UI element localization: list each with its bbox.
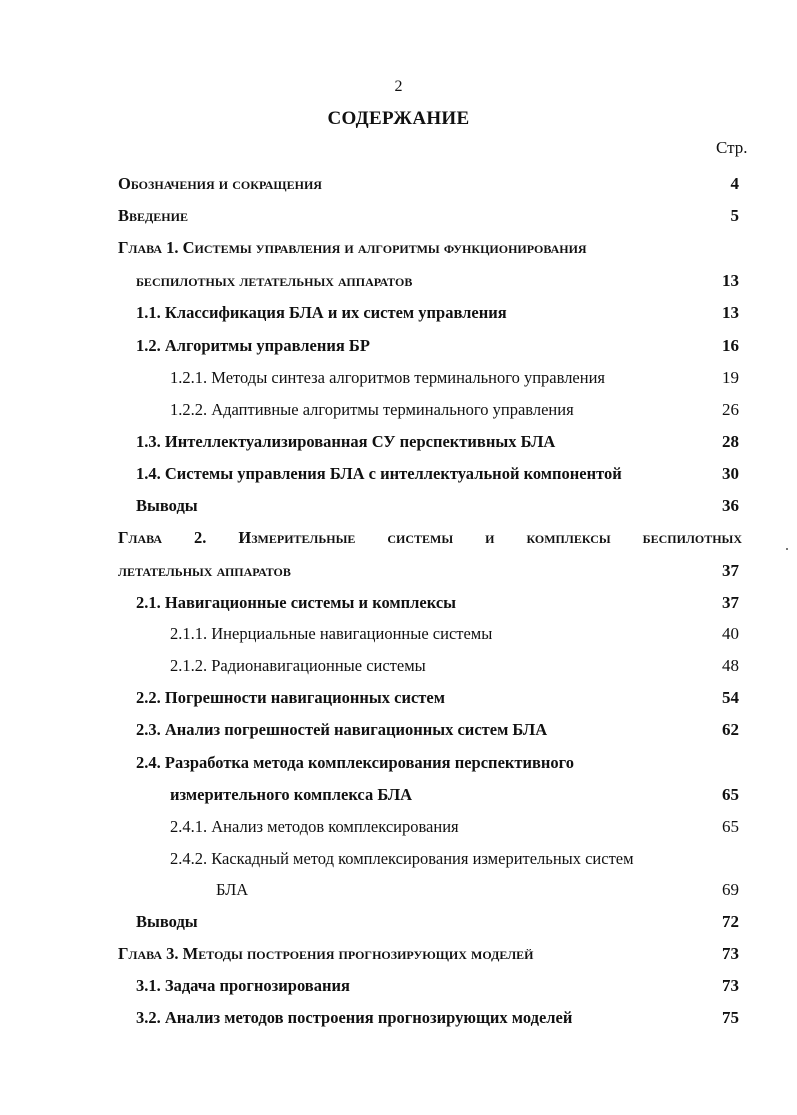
toc-entry-page: 30 bbox=[722, 464, 739, 483]
page-column-label: Стр. bbox=[716, 138, 748, 157]
toc-entry-text: измерительного комплекса БЛА bbox=[170, 785, 413, 804]
toc-entry-text: Глава 2. Измерительные системы и комплексы беспилотных bbox=[118, 528, 742, 547]
toc-entry-text: Глава 1. Системы управления и алгоритмы функционирования bbox=[118, 238, 587, 257]
toc-entry-text: БЛА bbox=[216, 880, 249, 899]
toc-entry-page: 37 bbox=[722, 561, 739, 580]
toc-entry-page: 36 bbox=[722, 496, 739, 515]
toc-entry-text: беспилотных летательных аппаратов bbox=[136, 271, 413, 290]
toc-entry-text: 1.3. Интеллектуализированная СУ перспективных БЛА bbox=[136, 432, 556, 451]
toc-entry-text: 3.2. Анализ методов построения прогнозирующих моделей bbox=[136, 1008, 573, 1027]
toc-entry-page: 13 bbox=[722, 303, 739, 322]
toc-entry-page: 40 bbox=[722, 624, 739, 643]
toc-entry-text: 2.1.1. Инерциальные навигационные системы bbox=[170, 624, 493, 643]
toc-entry-text: 2.1. Навигационные системы и комплексы bbox=[136, 593, 457, 612]
toc-entry-page: 5 bbox=[730, 206, 739, 225]
toc-entry-text: 1.2. Алгоритмы управления БР bbox=[136, 336, 370, 355]
page-title: СОДЕРЖАНИЕ bbox=[327, 108, 470, 129]
toc-entry-page: 65 bbox=[722, 817, 739, 836]
toc-entry-page: 48 bbox=[722, 656, 739, 675]
toc-entry-page: 72 bbox=[722, 912, 739, 931]
toc-entry-page: 54 bbox=[722, 688, 739, 707]
toc-entry-page: 26 bbox=[722, 400, 739, 419]
toc-entry-page: 73 bbox=[722, 976, 739, 995]
toc-entry-page: 4 bbox=[730, 174, 739, 193]
toc-entry-text: Обозначения и сокращения bbox=[118, 174, 322, 193]
toc-entry-page: 62 bbox=[722, 720, 739, 739]
toc-entry-text: 2.4.2. Каскадный метод комплексирования измерительных систем bbox=[170, 849, 634, 868]
toc-entry-page: 19 bbox=[722, 368, 739, 387]
toc-entry-page: 28 bbox=[722, 432, 739, 451]
toc-entry-page: 69 bbox=[722, 880, 739, 899]
toc-entry-text: 2.4.1. Анализ методов комплексирования bbox=[170, 817, 459, 836]
scan-speck bbox=[786, 548, 788, 550]
toc-entry-text: 3.1. Задача прогнозирования bbox=[136, 976, 350, 995]
toc-entry-text: 1.2.1. Методы синтеза алгоритмов терминального управления bbox=[170, 368, 606, 387]
toc-entry-text: летательных аппаратов bbox=[118, 561, 291, 580]
toc-entry-page: 37 bbox=[722, 593, 739, 612]
toc-entry-page: 16 bbox=[722, 336, 739, 355]
toc-entry-text: Введение bbox=[118, 206, 188, 225]
page-number: 2 bbox=[394, 78, 403, 95]
toc-entry-page: 13 bbox=[722, 271, 739, 290]
toc-entry-page: 73 bbox=[722, 944, 739, 963]
toc-entry-text: 2.2. Погрешности навигационных систем bbox=[136, 688, 445, 707]
toc-entry-text: Выводы bbox=[136, 912, 198, 931]
toc-entry-text: 1.4. Системы управления БЛА с интеллектуальной компонентой bbox=[136, 464, 622, 483]
toc-entry-text: Выводы bbox=[136, 496, 198, 515]
toc-entry-page: 65 bbox=[722, 785, 739, 804]
toc-entry-text: 2.3. Анализ погрешностей навигационных систем БЛА bbox=[136, 720, 548, 739]
toc-entry-text: 2.4. Разработка метода комплексирования перспективного bbox=[136, 753, 575, 772]
toc-entry-text: 1.2.2. Адаптивные алгоритмы терминального управления bbox=[170, 400, 574, 419]
toc-entry-text: 2.1.2. Радионавигационные системы bbox=[170, 656, 426, 675]
toc-entry-text: Глава 3. Методы построения прогнозирующих моделей bbox=[118, 944, 534, 963]
toc-entry-page: 75 bbox=[722, 1008, 739, 1027]
toc-entry-text: 1.1. Классификация БЛА и их систем управления bbox=[136, 303, 507, 322]
